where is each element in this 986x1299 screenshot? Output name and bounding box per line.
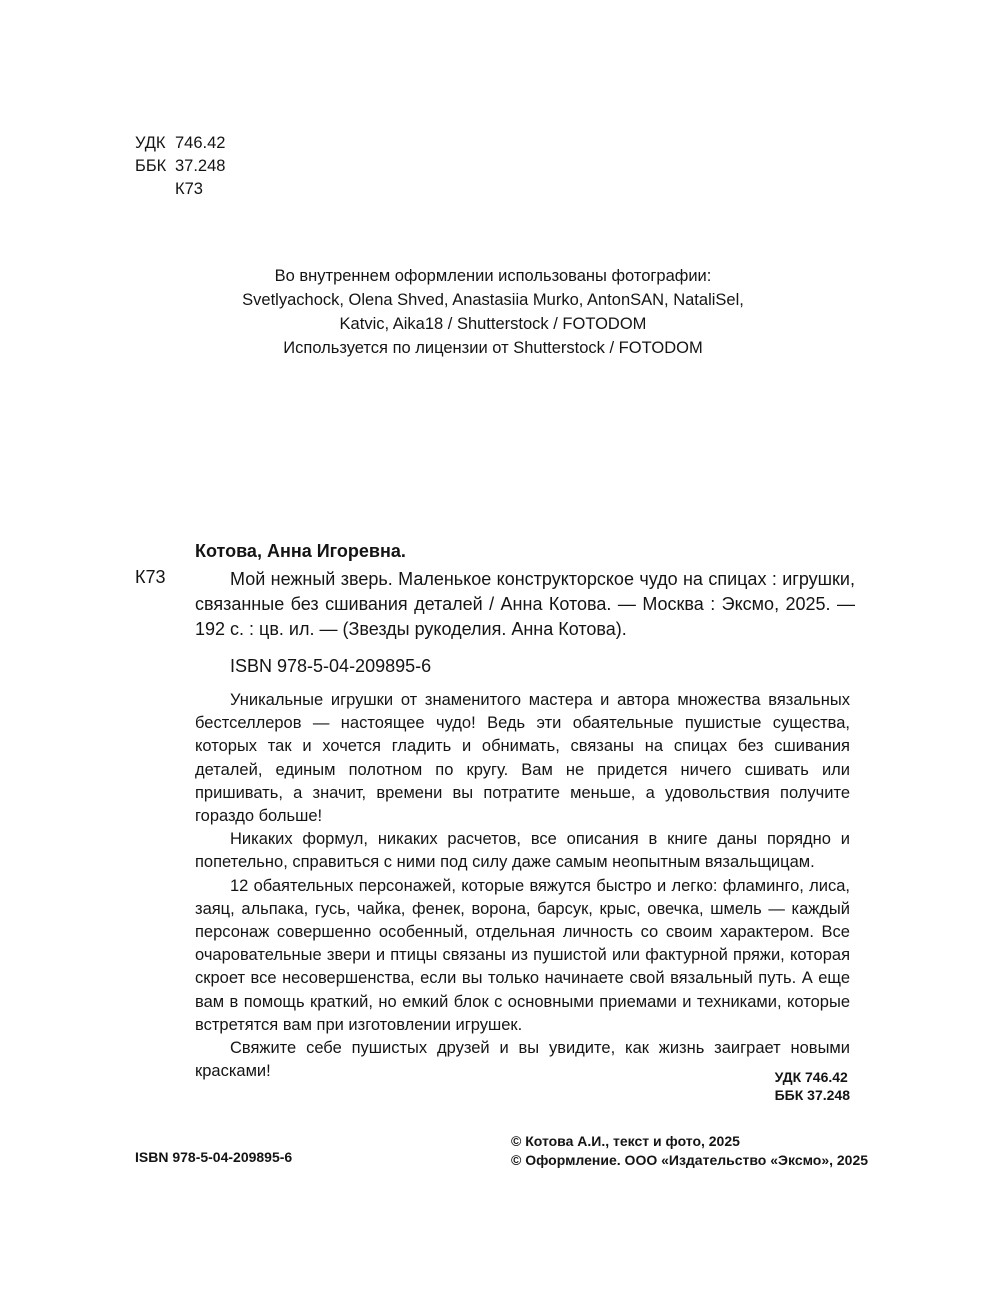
annotation xyxy=(195,689,850,1083)
catalog-code: К73 xyxy=(135,567,166,587)
catalog-author: Котова, Анна Игоревна. xyxy=(195,541,406,561)
udk-row xyxy=(135,132,225,155)
bbk-value: 37.248 xyxy=(175,157,226,175)
catalog-isbn: ISBN 978-5-04-209895-6 xyxy=(230,656,432,676)
annotation-paragraph: 12 обаятельных персонажей, которые вяжутся быстро и легко: фламинго, лиса, заяц, альпака, гусь, чайка, фенек, ворона, барсук, крыс, овечка, шмель — каждый персонаж совершенно особенный, отдельная личность со своим характером. Все очаровательные звери и птицы связаны из пушистой или фактурной пряжи, которая скроет все несовершенства, если вы только начинаете свой вязальный путь. А еще вам в помощь краткий, но емкий блок с основными приемами и техниками, которые встретятся вам при изготовлении игрушек. xyxy=(195,876,850,1034)
catalog-description-text: Мой нежный зверь. Маленькое конструкторское чудо на спицах : игрушки, связанные без сшивания деталей / Анна Котова. — Москва : Эксмо, 2025. — 192 с. : цв. ил. — (Звезды рукоделия. Анна Котова). xyxy=(195,569,855,639)
copyright-block xyxy=(511,1132,868,1170)
author-mark-row xyxy=(135,178,225,201)
photo-credits-line: Katvic, Aika18 / Shutterstock / FOTODOM xyxy=(339,315,647,333)
catalog-description xyxy=(195,567,855,642)
annotation-paragraph: Свяжите себе пушистых друзей и вы увидите, как жизнь заиграет новыми красками! xyxy=(195,1039,850,1081)
classification-block xyxy=(135,132,225,201)
bbk-row xyxy=(135,155,225,178)
udk-label: УДК xyxy=(135,134,166,152)
copyright-line: © Оформление. ООО «Издательство «Эксмо», 2025 xyxy=(511,1152,869,1168)
copyright-line: © Котова А.И., текст и фото, 2025 xyxy=(511,1133,740,1149)
bbk-footer: ББК 37.248 xyxy=(774,1087,850,1103)
annotation-paragraph: Уникальные игрушки от знаменитого мастера и автора множества вязальных бестселлеров — настоящее чудо! Ведь эти обаятельные пушистые существа, которых так и хочется гладить и обнимать, связаны на спицах без сшивания деталей, единым полотном по кругу. Вам не придется ничего сшивать или пришивать, а значит, времени вы потратите меньше, а удовольствия получите гораздо больше! xyxy=(195,691,850,826)
author-mark: К73 xyxy=(175,180,203,198)
udk-value: 746.42 xyxy=(175,134,226,152)
classification-footer xyxy=(775,1068,850,1104)
photo-credits-line: Используется по лицензии от Shutterstock / FOTODOM xyxy=(283,339,703,357)
bbk-label: ББК xyxy=(135,157,167,175)
annotation-paragraph: Никаких формул, никаких расчетов, все описания в книге даны порядно и попетельно, справиться с ними под силу даже самым неопытным вязальщицам. xyxy=(195,830,850,872)
photo-credits-line: Svetlyachock, Olena Shved, Anastasiia Murko, AntonSAN, NataliSel, xyxy=(242,291,744,309)
photo-credits xyxy=(120,264,866,360)
photo-credits-line: Во внутреннем оформлении использованы фотографии: xyxy=(274,267,712,285)
isbn-footer: ISBN 978-5-04-209895-6 xyxy=(135,1149,293,1165)
udk-footer: УДК 746.42 xyxy=(774,1069,848,1085)
